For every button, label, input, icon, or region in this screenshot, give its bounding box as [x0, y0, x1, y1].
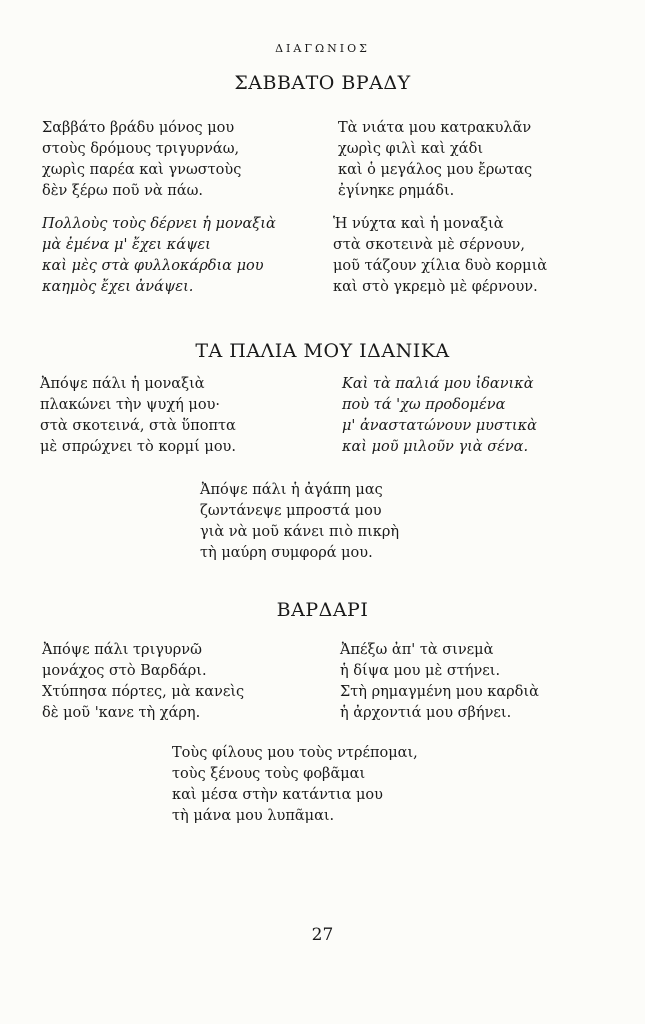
running-header: ΔΙΑΓΩΝΙΟΣ	[275, 42, 370, 55]
verse-line: καὶ στὸ γκρεμὸ μὲ φέρνουν.	[333, 279, 538, 295]
verse-line: τοὺς ξένους τοὺς φοβᾶμαι	[172, 766, 366, 782]
verse-line: στοὺς δρόμους τριγυρνάω,	[42, 141, 240, 157]
verse-line: Σαββάτο βράδυ μόνος μου	[42, 120, 235, 136]
verse-line: γιὰ νὰ μοῦ κάνει πιὸ πικρὴ	[200, 524, 400, 540]
verse-line: καὶ ὁ μεγάλος μου ἔρωτας	[338, 162, 533, 178]
verse-line: ποὺ τά 'χω προδομένα	[342, 397, 506, 413]
verse-line: καὶ μέσα στὴν κατάντια μου	[172, 787, 383, 803]
verse-line: στὰ σκοτεινὰ μὲ σέρνουν,	[333, 237, 525, 253]
page-number: 27	[311, 925, 334, 945]
verse-line: μὲ σπρώχνει τὸ κορμί μου.	[40, 439, 236, 455]
verse-line: ἡ δίψα μου μὲ στήνει.	[340, 663, 501, 679]
stanza	[200, 480, 399, 564]
verse-line: Ἀπόψε πάλι ἡ μοναξιὰ	[40, 376, 205, 392]
verse-line: Ἀπόψε πάλι ἡ ἀγάπη μας	[200, 482, 383, 498]
verse-line: δὲν ξέρω ποῦ νὰ πάω.	[42, 183, 204, 199]
verse-line: τὴ μάνα μου λυπᾶμαι.	[172, 808, 335, 824]
verse-line: καημὸς ἔχει ἀνάψει.	[42, 279, 194, 295]
stanza	[333, 214, 547, 298]
poem-title-1: ΣΑΒΒΑΤΟ ΒΡΑΔΥ	[234, 72, 411, 94]
stanza	[172, 743, 418, 827]
verse-line: πλακώνει τὴν ψυχή μου·	[40, 397, 220, 413]
stanza	[342, 374, 537, 458]
verse-line: καὶ μὲς στὰ φυλλοκάρδια μου	[42, 258, 264, 274]
poem-title-3: ΒΑΡΔΑΡΙ	[276, 599, 369, 621]
verse-line: καὶ μοῦ μιλοῦν γιὰ σένα.	[342, 439, 529, 455]
poem-title-2: ΤΑ ΠΑΛΙΑ ΜΟΥ ΙΔΑΝΙΚΑ	[195, 340, 450, 362]
stanza	[42, 640, 244, 724]
verse-line: Στὴ ρημαγμένη μου καρδιὰ	[340, 684, 539, 700]
verse-line: Ἀπόψε πάλι τριγυρνῶ	[42, 642, 202, 658]
verse-line: Ἡ νύχτα καὶ ἡ μοναξιὰ	[333, 216, 504, 232]
verse-line: ἡ ἀρχοντιά μου σβήνει.	[340, 705, 512, 721]
verse-line: δὲ μοῦ 'κανε τὴ χάρη.	[42, 705, 201, 721]
stanza	[42, 118, 241, 202]
verse-line: στὰ σκοτεινά, στὰ ὕποπτα	[40, 418, 236, 434]
verse-line: ἐγίνηκε ρημάδι.	[338, 183, 455, 199]
stanza	[42, 214, 276, 298]
verse-line: Τοὺς φίλους μου τοὺς ντρέπομαι,	[172, 745, 418, 761]
verse-line: τὴ μαύρη συμφορά μου.	[200, 545, 373, 561]
verse-line: μοῦ τάζουν χίλια δυὸ κορμιὰ	[333, 258, 548, 274]
stanza	[338, 118, 532, 202]
verse-line: μὰ ἐμένα μ' ἔχει κάψει	[42, 237, 211, 253]
verse-line: Καὶ τὰ παλιά μου ἰδανικὰ	[342, 376, 534, 392]
verse-line: Ἀπέξω ἀπ' τὰ σινεμὰ	[340, 642, 494, 658]
verse-line: μονάχος στὸ Βαρδάρι.	[42, 663, 207, 679]
verse-line: Τὰ νιάτα μου κατρακυλᾶν	[338, 120, 532, 136]
verse-line: χωρὶς παρέα καὶ γνωστοὺς	[42, 162, 242, 178]
verse-line: χωρὶς φιλὶ καὶ χάδι	[338, 141, 484, 157]
verse-line: Χτύπησα πόρτες, μὰ κανεὶς	[42, 684, 245, 700]
verse-line: ζωντάνεψε μπροστά μου	[200, 503, 382, 519]
verse-line: Πολλοὺς τοὺς δέρνει ἡ μοναξιὰ	[42, 216, 276, 232]
stanza	[340, 640, 539, 724]
stanza	[40, 374, 236, 458]
verse-line: μ' ἀναστατώνουν μυστικὰ	[342, 418, 537, 434]
